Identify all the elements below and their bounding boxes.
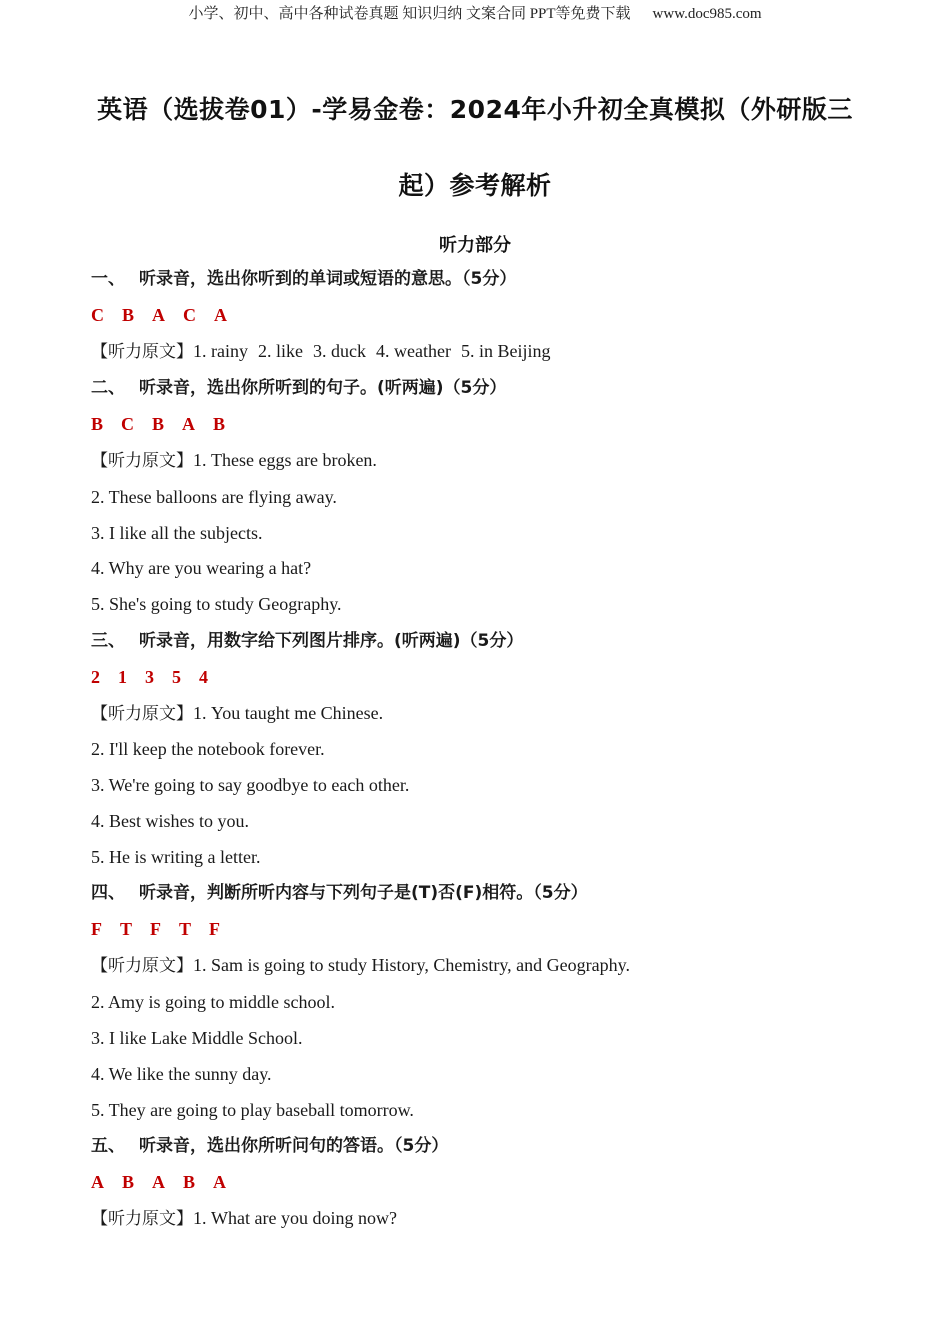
transcript-line: 3. I like Lake Middle School. xyxy=(91,1028,303,1048)
answer: T xyxy=(120,919,133,939)
answer: C xyxy=(91,305,104,325)
transcript-line: 5. They are going to play baseball tomorrow. xyxy=(91,1100,414,1120)
question-text: 听录音，选出你所听问句的答语。（5分） xyxy=(139,1136,449,1156)
question-text: 听录音，判断所听内容与下列句子是(T)否(F)相符。（5分） xyxy=(139,883,588,903)
answer: C xyxy=(121,414,135,434)
answer: A xyxy=(152,305,166,325)
question-4-heading xyxy=(91,881,588,905)
transcript-tag: 【听力原文】 xyxy=(91,704,193,724)
question-4-transcript xyxy=(91,953,630,978)
section-heading: 听力部分 xyxy=(439,235,511,255)
transcript-tag: 【听力原文】 xyxy=(91,451,193,471)
answer: B xyxy=(122,1172,135,1192)
transcript-line: 2. Amy is going to middle school. xyxy=(91,992,336,1012)
transcript-line: 2. These balloons are flying away. xyxy=(91,487,337,507)
header-text: 小学、初中、高中各种试卷真题 知识归纳 文案合同 PPT等免费下载 xyxy=(188,6,631,22)
question-text: 听录音，选出你听到的单词或短语的意思。（5分） xyxy=(139,269,517,289)
transcript-item: 4. weather xyxy=(375,341,451,361)
header-site-link[interactable]: www.doc985.com xyxy=(652,6,762,22)
answer: 2 xyxy=(91,667,100,687)
question-5-heading xyxy=(91,1134,448,1158)
transcript-line: 2. I'll keep the notebook forever. xyxy=(91,739,325,759)
question-number: 五、 xyxy=(91,1136,125,1156)
answer: A xyxy=(152,1172,166,1192)
transcript-item: 1. rainy xyxy=(193,341,248,361)
question-text: 听录音，用数字给下列图片排序。(听两遍)（5分） xyxy=(139,631,524,651)
answer: F xyxy=(150,919,162,939)
transcript-tag: 【听力原文】 xyxy=(91,1209,193,1229)
question-4-answers xyxy=(91,917,238,941)
question-3-heading xyxy=(91,629,523,653)
answer: B xyxy=(183,1172,196,1192)
question-2-transcript xyxy=(91,448,377,473)
answer: T xyxy=(179,919,192,939)
document-title-line-2: 起）参考解析 xyxy=(398,171,552,200)
question-5-transcript xyxy=(91,1206,397,1231)
question-number: 三、 xyxy=(91,631,125,651)
answer: B xyxy=(152,414,165,434)
transcript-tag: 【听力原文】 xyxy=(91,342,193,362)
answer: A xyxy=(214,305,228,325)
answer: F xyxy=(209,919,221,939)
question-1-heading xyxy=(91,267,516,291)
answer: A xyxy=(182,414,196,434)
answer: B xyxy=(213,414,226,434)
transcript-line: 5. She's going to study Geography. xyxy=(91,594,342,614)
answer: B xyxy=(122,305,135,325)
question-number: 二、 xyxy=(91,378,125,398)
question-3-transcript xyxy=(91,701,383,726)
question-3-answers xyxy=(91,665,226,689)
transcript-line: 4. We like the sunny day. xyxy=(91,1064,272,1084)
answer: 1 xyxy=(118,667,127,687)
transcript-item: 1. What are you doing now? xyxy=(193,1208,397,1228)
question-2-answers xyxy=(91,412,243,436)
question-2-heading xyxy=(91,376,506,400)
transcript-tag: 【听力原文】 xyxy=(91,956,193,976)
answer: B xyxy=(91,414,104,434)
transcript-line: 5. He is writing a letter. xyxy=(91,847,261,867)
transcript-line: 4. Why are you wearing a hat? xyxy=(91,558,312,578)
question-1-transcript xyxy=(91,339,560,364)
transcript-item: 1. You taught me Chinese. xyxy=(193,703,384,723)
question-number: 一、 xyxy=(91,269,125,289)
answer: A xyxy=(213,1172,227,1192)
transcript-item: 5. in Beijing xyxy=(460,341,551,361)
question-5-answers xyxy=(91,1170,244,1194)
transcript-line: 4. Best wishes to you. xyxy=(91,811,250,831)
transcript-item: 1. Sam is going to study History, Chemistry, and Geography. xyxy=(193,955,630,975)
answer: A xyxy=(91,1172,104,1192)
answer: 3 xyxy=(145,667,154,687)
question-text: 听录音，选出你所听到的句子。(听两遍)（5分） xyxy=(139,378,507,398)
transcript-item: 2. like xyxy=(257,341,303,361)
transcript-line: 3. I like all the subjects. xyxy=(91,523,263,543)
answer: F xyxy=(91,919,102,939)
question-1-answers xyxy=(91,303,245,327)
transcript-item: 1. These eggs are broken. xyxy=(193,450,377,470)
document-title-line-1: 英语（选拔卷01）-学易金卷：2024年小升初全真模拟（外研版三 xyxy=(97,95,853,124)
answer: 4 xyxy=(199,667,208,687)
transcript-item: 3. duck xyxy=(312,341,366,361)
answer: 5 xyxy=(172,667,181,687)
transcript-line: 3. We're going to say goodbye to each other. xyxy=(91,775,410,795)
answer: C xyxy=(183,305,197,325)
page-header xyxy=(0,2,950,23)
question-number: 四、 xyxy=(91,883,125,903)
